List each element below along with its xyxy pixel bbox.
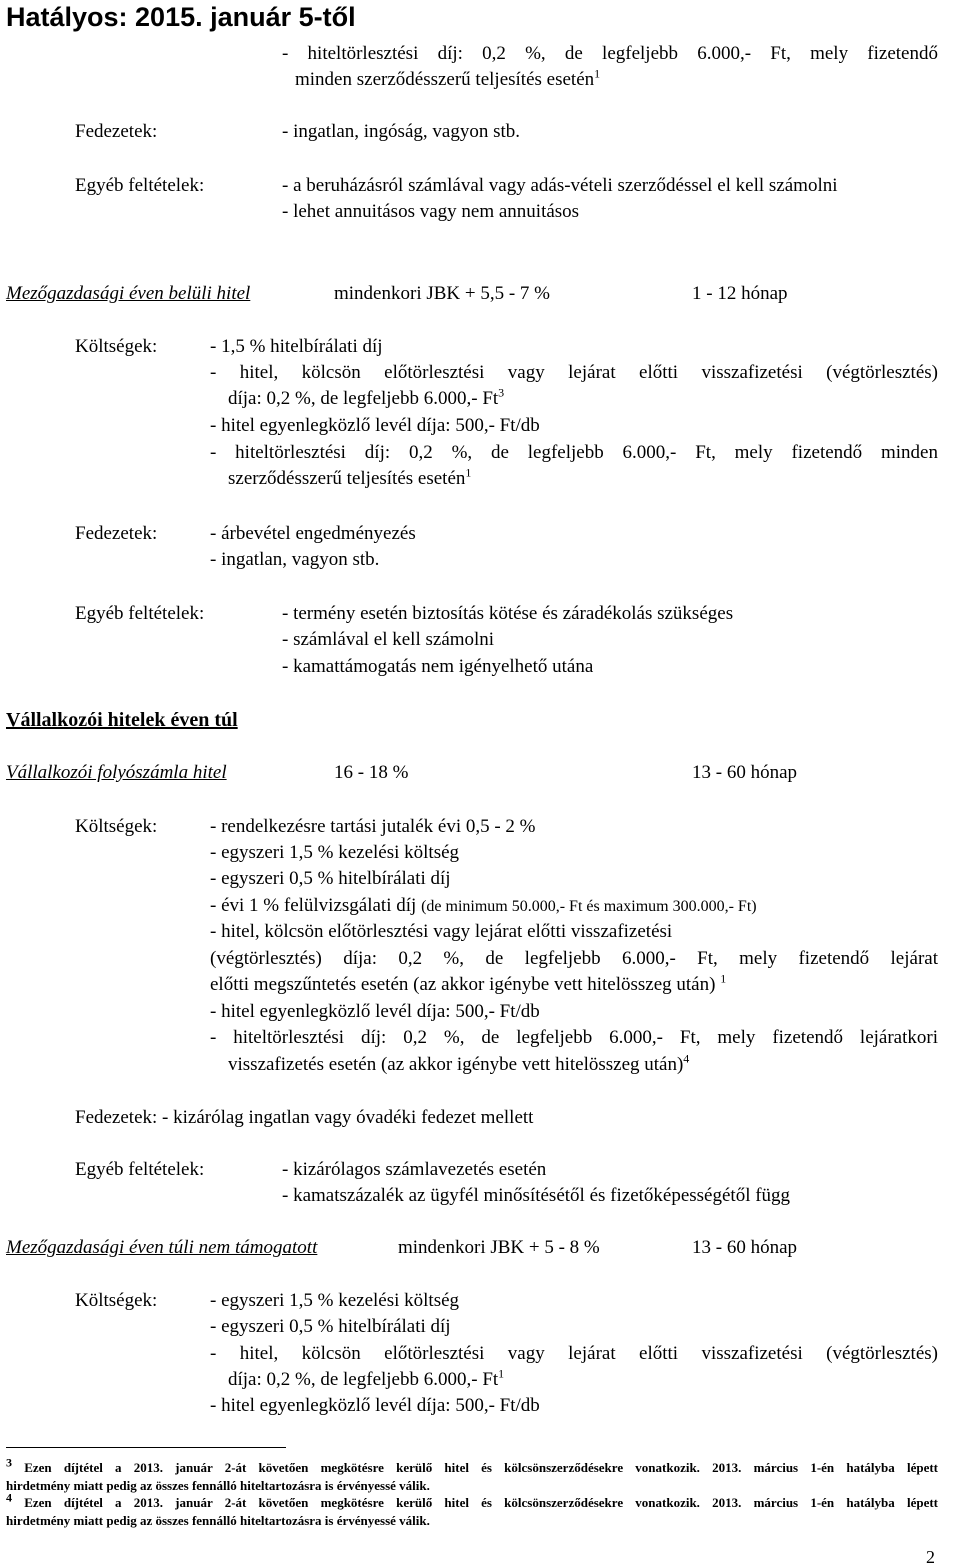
folyoszamla-cost-1: - rendelkezésre tartási jutalék évi 0,5 - 2 %: [210, 816, 536, 837]
folyoszamla-cost-8: - hitel egyenlegközlő levél díja: 500,- Ft/db: [210, 1001, 540, 1022]
footnote-3-line-1: $^3$ Ezen díjtétel a 2013. január 2-át követően megkötésre kerülő hitel és kölcsönszerződésekre vonatkozik. 2013. március 1-én hatályba lépett: [6, 1455, 938, 1475]
mg-within-rate: mindenkori JBK + 5,5 - 7 %: [334, 283, 551, 304]
mg-within-fedezetek-1: - árbevétel engedményezés: [210, 523, 416, 544]
mg-beyond-title: Mezőgazdasági éven túli nem támogatott: [6, 1237, 318, 1258]
top-egyeb-label: Egyéb feltételek:: [75, 175, 205, 196]
mg-within-term: 1 - 12 hónap: [692, 283, 788, 304]
folyoszamla-cost-6: (végtörlesztés) díja: 0,2 %, de legfeljebb 6.000,- Ft, mely fizetendő lejárat: [210, 948, 938, 969]
mg-within-egyeb-1: - termény esetén biztosítás kötése és záradékolás szükséges: [282, 603, 734, 624]
top-fee-line-1: - hiteltörlesztési díj: 0,2 %, de legfeljebb 6.000,- Ft, mely fizetendő: [282, 43, 938, 64]
mg-within-cost-1: - 1,5 % hitelbírálati díj: [210, 336, 383, 357]
mg-within-cost-5: - hiteltörlesztési díj: 0,2 %, de legfeljebb 6.000,- Ft, mely fizetendő minden: [210, 442, 938, 463]
mg-beyond-koltsegek-label: Költségek:: [75, 1290, 158, 1311]
mg-within-cost-2: - hitel, kölcsön előtörlesztési vagy lejárat előtti visszafizetési (végtörlesztés): [210, 362, 938, 383]
folyoszamla-cost-4: - évi 1 % felülvizsgálati díj (de minimum 50.000,- Ft és maximum 300.000,- Ft): [210, 895, 757, 916]
folyoszamla-koltsegek-label: Költségek:: [75, 816, 158, 837]
footnote-4-line-2: hirdetmény miatt pedig az összes fennálló hiteltartozásra is érvényessé válik.: [6, 1513, 430, 1528]
footnote-3-line-2: hirdetmény miatt pedig az összes fennálló hiteltartozásra is érvényessé válik.: [6, 1478, 430, 1493]
top-fee-line-2: minden szerződésszerű teljesítés esetén$^1$: [295, 66, 601, 90]
mg-within-egyeb-label: Egyéb feltételek:: [75, 603, 205, 624]
mg-beyond-cost-4: díja: 0,2 %, de legfeljebb 6.000,- Ft$^1$: [228, 1366, 505, 1390]
mg-within-cost-4: - hitel egyenlegközlő levél díja: 500,- Ft/db: [210, 415, 540, 436]
felulvizsgalati-note: (de minimum 50.000,- Ft és maximum 300.000,- Ft): [421, 898, 757, 915]
mg-beyond-cost-2: - egyszeri 0,5 % hitelbírálati díj: [210, 1316, 451, 1337]
page-number: 2: [926, 1547, 935, 1567]
mg-within-fedezetek-2: - ingatlan, vagyon stb.: [210, 549, 380, 570]
top-fedezetek-line: - ingatlan, ingóság, vagyon stb.: [282, 121, 520, 142]
folyoszamla-rate: 16 - 18 %: [334, 762, 409, 783]
mg-within-fedezetek-label: Fedezetek:: [75, 523, 158, 544]
folyoszamla-cost-2: - egyszeri 1,5 % kezelési költség: [210, 842, 460, 863]
mg-within-egyeb-3: - kamattámogatás nem igényelhető utána: [282, 656, 594, 677]
mg-within-cost-3: díja: 0,2 %, de legfeljebb 6.000,- Ft$^3$: [228, 385, 505, 409]
footnote-4-line-1: $^4$ Ezen díjtétel a 2013. január 2-át követően megkötésre kerülő hitel és kölcsönszerződésekre vonatkozik. 2013. március 1-én hatályba lépett: [6, 1490, 938, 1510]
mg-within-koltsegek-label: Költségek:: [75, 336, 158, 357]
mg-beyond-cost-3: - hitel, kölcsön előtörlesztési vagy lejárat előtti visszafizetési (végtörlesztés): [210, 1343, 938, 1364]
folyoszamla-fedezetek-line: Fedezetek: - kizárólag ingatlan vagy óvadéki fedezet mellett: [75, 1107, 534, 1128]
mg-beyond-cost-5: - hitel egyenlegközlő levél díja: 500,- Ft/db: [210, 1395, 540, 1416]
mg-within-title: Mezőgazdasági éven belüli hitel: [6, 283, 251, 304]
folyoszamla-egyeb-1: - kizárólagos számlavezetés esetén: [282, 1159, 547, 1180]
folyoszamla-egyeb-label: Egyéb feltételek:: [75, 1159, 205, 1180]
top-egyeb-line-1: - a beruházásról számlával vagy adás-vételi szerződéssel el kell számolni: [282, 175, 838, 196]
folyoszamla-cost-10: visszafizetés esetén (az akkor igénybe vett hitelösszeg után)$^4$: [228, 1051, 690, 1075]
folyoszamla-egyeb-2: - kamatszázalék az ügyfél minősítésétől és fizetőképességétől függ: [282, 1185, 791, 1206]
folyoszamla-cost-9: - hiteltörlesztési díj: 0,2 %, de legfeljebb 6.000,- Ft, mely fizetendő lejáratkori: [210, 1027, 938, 1048]
footnote-separator: [6, 1447, 286, 1448]
top-egyeb-line-2: - lehet annuitásos vagy nem annuitásos: [282, 201, 580, 222]
mg-within-egyeb-2: - számlával el kell számolni: [282, 629, 495, 650]
top-fedezetek-label: Fedezetek:: [75, 121, 158, 142]
folyoszamla-cost-3: - egyszeri 0,5 % hitelbírálati díj: [210, 868, 451, 889]
folyoszamla-cost-5: - hitel, kölcsön előtörlesztési vagy lejárat előtti visszafizetési: [210, 921, 673, 942]
folyoszamla-title: Vállalkozói folyószámla hitel: [6, 762, 227, 783]
mg-beyond-term: 13 - 60 hónap: [692, 1237, 798, 1258]
folyoszamla-cost-7: előtti megszűntetés esetén (az akkor igénybe vett hitelösszeg után) $^1$: [210, 971, 727, 995]
mg-within-cost-6: szerződésszerű teljesítés esetén$^1$: [228, 465, 472, 489]
mg-beyond-cost-1: - egyszeri 1,5 % kezelési költség: [210, 1290, 460, 1311]
page-title: Hatályos: 2015. január 5-től: [6, 2, 356, 32]
mg-beyond-rate: mindenkori JBK + 5 - 8 %: [398, 1237, 600, 1258]
section-title-vallalkozoi: Vállalkozói hitelek éven túl: [6, 709, 238, 731]
folyoszamla-term: 13 - 60 hónap: [692, 762, 798, 783]
